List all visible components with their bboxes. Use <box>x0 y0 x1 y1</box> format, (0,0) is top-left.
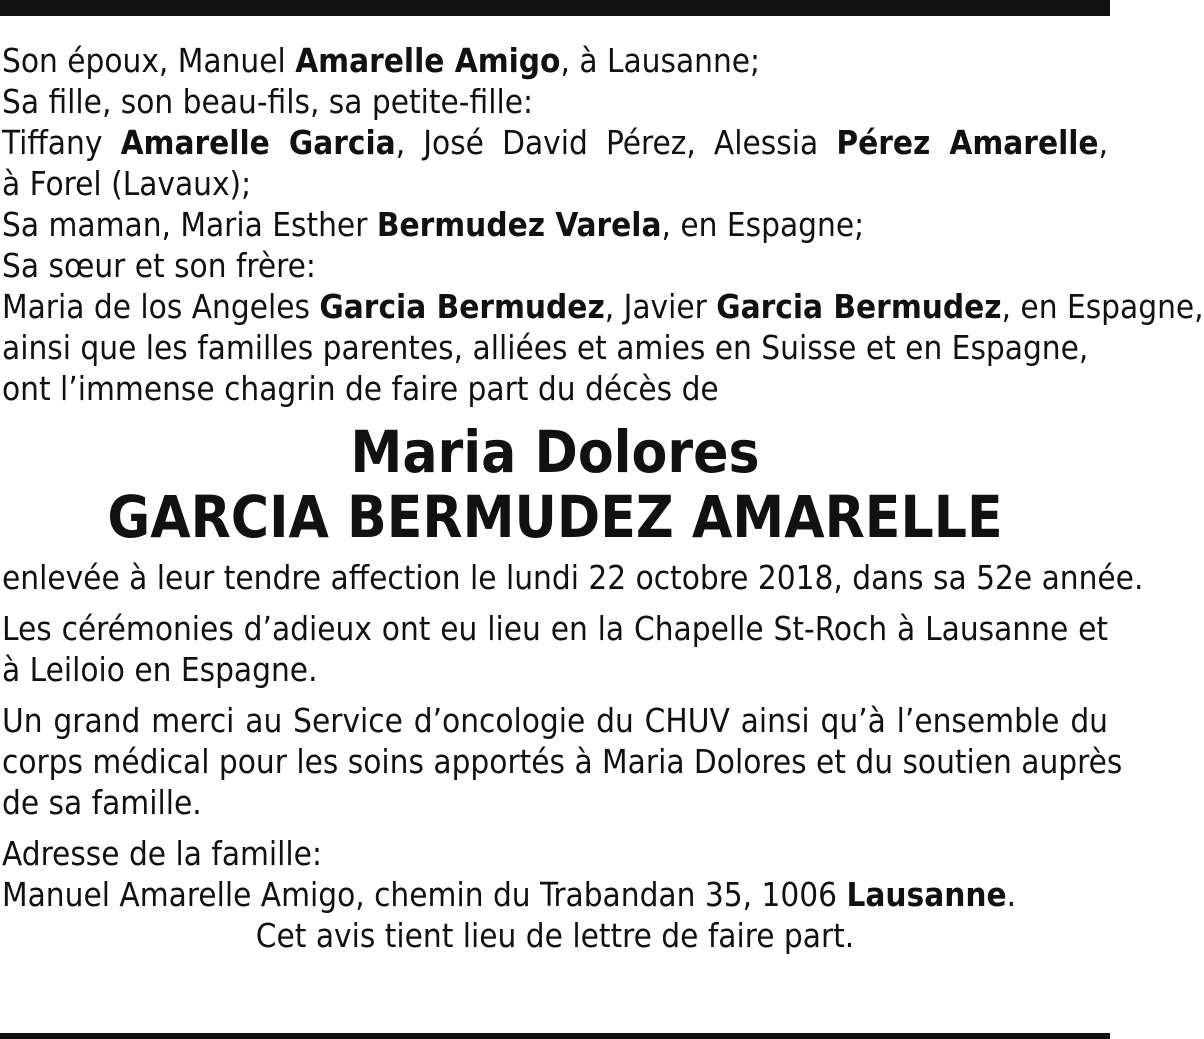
ceremony-line-1: Les cérémonies d’adieux ont eu lieu en la Chapelle St-Roch à Lausanne et <box>2 609 1108 648</box>
spouse-name: Amarelle Amigo <box>295 41 561 80</box>
bottom-rule <box>0 1033 1110 1039</box>
children-text-2: , José David Pérez, Alessia <box>395 123 837 162</box>
address-line <box>2 874 1108 915</box>
ceremony-paragraph <box>2 608 1108 690</box>
ceremony-line-2: à Leiloio en Espagne. <box>2 650 318 689</box>
children-text-1: Tiffany <box>2 123 121 162</box>
death-date-line: enlevée à leur tendre affection le lundi 22 octobre 2018, dans sa 52e année. <box>2 558 1144 597</box>
siblings-line <box>2 286 1204 327</box>
top-rule <box>0 0 1110 16</box>
granddaughter-name: Pérez Amarelle <box>836 123 1099 162</box>
deceased-last-name: GARCIA BERMUDEZ AMARELLE <box>107 483 1003 551</box>
spouse-line <box>2 40 1108 81</box>
siblings-text-1: Maria de los Angeles <box>2 287 320 326</box>
mother-place: , en Espagne; <box>661 205 865 244</box>
footer-note: Cet avis tient lieu de lettre de faire part. <box>255 916 855 955</box>
announcement-line: ont l’immense chagrin de faire part du décès de <box>2 369 719 408</box>
mother-line <box>2 204 1108 245</box>
thanks-line-2: corps médical pour les soins apportés à Maria Dolores et du soutien auprès <box>2 742 1123 781</box>
sister-name: Garcia Bermudez <box>319 287 605 326</box>
address-end: . <box>1006 875 1017 914</box>
children-place: à Forel (Lavaux); <box>2 164 252 203</box>
spouse-place: , à Lausanne; <box>560 41 761 80</box>
siblings-heading: Sa sœur et son frère: <box>2 246 316 285</box>
thanks-line-3: de sa famille. <box>2 783 202 822</box>
address-paragraph <box>2 833 1108 956</box>
death-notice <box>2 40 1204 956</box>
address-label: Adresse de la famille: <box>2 834 322 873</box>
brother-name: Garcia Bermudez <box>716 287 1002 326</box>
children-line <box>2 122 1108 163</box>
deceased-first-name: Maria Dolores <box>350 418 760 486</box>
deceased-name <box>2 419 1108 549</box>
children-text-3: , <box>1098 123 1109 162</box>
address-city: Lausanne <box>846 875 1007 914</box>
families-line: ainsi que les familles parentes, alliées et amies en Suisse et en Espagne, <box>2 328 1089 367</box>
thanks-line-1: Un grand merci au Service d’oncologie du CHUV ainsi qu’à l’ensemble du <box>2 701 1108 740</box>
siblings-place: , en Espagne, <box>1001 287 1204 326</box>
thanks-paragraph <box>2 700 1123 823</box>
daughter-name: Amarelle Garcia <box>120 123 396 162</box>
mother-name: Bermudez Varela <box>376 205 662 244</box>
spouse-text: Son époux, Manuel <box>2 41 296 80</box>
mother-text: Sa maman, Maria Esther <box>2 205 377 244</box>
siblings-text-2: , Javier <box>604 287 717 326</box>
children-heading: Sa fille, son beau-fils, sa petite-fille: <box>2 82 534 121</box>
address-text: Manuel Amarelle Amigo, chemin du Trabandan 35, 1006 <box>2 875 847 914</box>
